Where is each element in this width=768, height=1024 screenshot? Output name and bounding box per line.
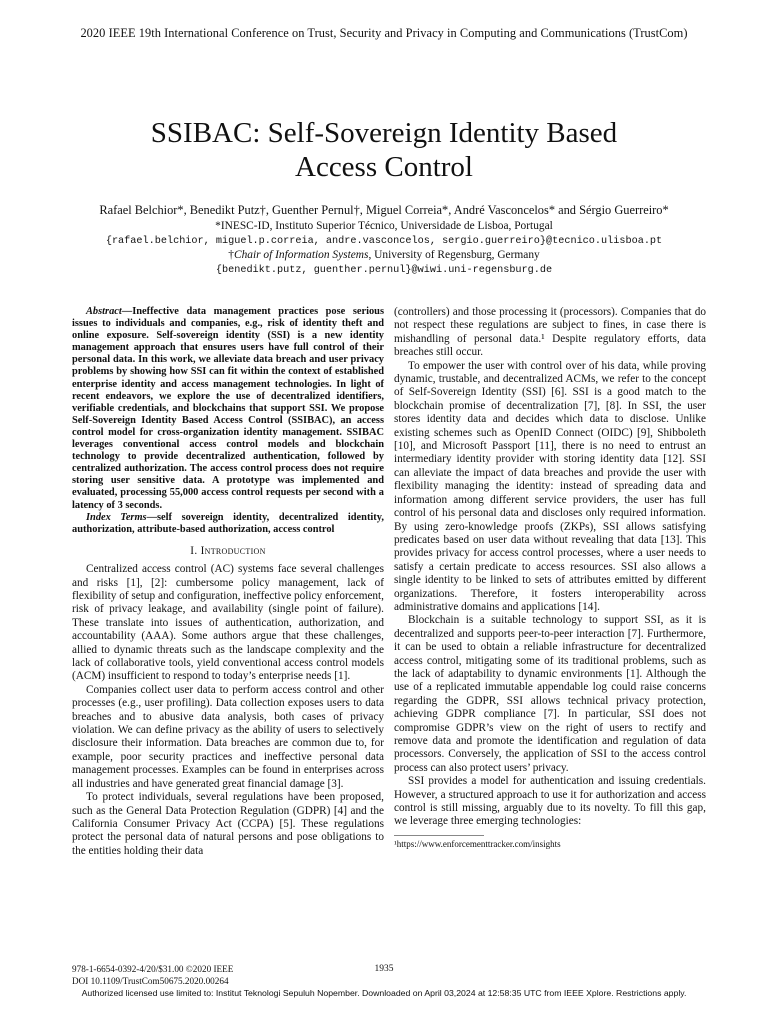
email-regensburg[interactable]: {benedikt.putz, guenther.pernul}@wiwi.uni-regensburg.de	[215, 265, 553, 276]
right-column	[394, 306, 706, 850]
license-notice: Authorized licensed use limited to: Institut Teknologi Sepuluh Nopember. Downloaded on April 03,2024 at 12:58:35 UTC from IEEE Xplore. Restrictions apply.	[81, 988, 687, 998]
affiliation-university: , University of Regensburg, Germany	[368, 249, 540, 261]
left-paragraph-3: To protect individuals, several regulations have been proposed, such as the General Data Protection Regulation (GDPR) [4] and the California Consumer Privacy Act (CCPA) [5]. These regulations protect the personal data of natural persons and pose obligations to the entities holding their data	[72, 791, 384, 857]
left-paragraph-2: Companies collect user data to perform access control and other processes (e.g., user profiling). Data collection exposes users to data breaches and to abusive data analysis, both cases of privacy violation. We can define privacy as the ability of users to selectively disclosure their information. Data breaches are common due to, for example, poor security practices and ineffective personal data management processes. Examples can be found in enterprises across all industries and have generated great financial damage [3].	[72, 683, 384, 790]
title-line-1: SSIBAC: Self-Sovereign Identity Based	[150, 117, 618, 149]
footer-isbn: 978-1-6654-0392-4/20/$31.00 ©2020 IEEE	[72, 964, 234, 974]
index-terms-text: —self sovereign identity, decentralized identity, authorization, attribute-based authorization, access control	[72, 511, 384, 535]
left-paragraph-1: Centralized access control (AC) systems face several challenges and risks [1], [2]: cumbersome policy management, lack of flexibility of setup and configuration, ineffective policy enforcement, risk of privacy leakage, and availability (single point of failure). These translate into issues of authentication, authorization, and accountability (AAA). Some authors argue that these challenges, allied to dynamic threats such as the landscape complexity and the lack of collaborative tools, yield conventional access control models (ACM) insufficient to respond to today’s enterprise needs [1].	[72, 563, 384, 683]
email-inesc[interactable]: {rafael.belchior, miguel.p.correia, andre.vasconcelos, sergio.guerreiro}@tecnico.ulisboa.pt	[105, 236, 663, 247]
abstract-text: —Ineffective data management practices pose serious issues to individuals and companies, e.g., risk of identity theft and online exposure. Self-sovereign identity (SSI) is a new identity management approach that ensures users have full control of their personal data. In this work, we alleviate data breach and user privacy problems by showing how SSI can fit within the context of established enterprise identity and access management technologies. In light of recent endeavors, we explore the use of decentralized identifiers, verifiable credentials, and blockchains that support SSI. We propose Self-Sovereign Identity Based Access Control (SSIBAC), an access control model for cross-organization identity management. SSIBAC leverages conventional access control models and blockchain technology to provide decentralized authentication, followed by centralized authorization. The access control process does not require storing user sensitive data. A prototype was implemented and evaluated, processing 55,000 access control requests per second with a latency of 3 seconds.	[72, 306, 384, 511]
right-paragraph-2: To empower the user with control over of his data, while proving dynamic, trustable, and decentralized ACMs, we refer to the concept of Self-Sovereign Identity (SSI) [6]. SSI is a good match to the blockchain promise of decentralization [7], [8]. In SSI, the user stores identity data and decides which data to disclose. Unlike existing schemes such as OpenID Connect (OIDC) [9], Shibboleth [10], and Microsoft Passport [11], there is no need to entrust an intermediary identity provider with storing identity data [12]. SSI can alleviate the impact of data breaches and provide the user with flexibility managing the identity: instead of spreading data and information among different service providers, the user has full control of his personal data and discloses only required information. By using zero-knowledge proofs (ZKPs), SSI allows satisfying predicates based on user data without revealing that data [13]. This provides privacy for access control processes, where a user needs to satisfy a certain predicate to access resources. SSI also allows a single identity to be linked to sets of attributes emitted by different organizations. Therefore, it fosters interoperability across administrative domains and applications [14].	[394, 359, 706, 613]
footer-doi[interactable]: DOI 10.1109/TrustCom50675.2020.00264	[72, 976, 229, 986]
page-number: 1935	[374, 964, 394, 974]
right-paragraph-1: (controllers) and those processing it (processors). Companies that do not respect these regulations are subject to fines, in case there is mishandling of personal data.¹ Despite regulatory efforts, data breaches still occur.	[394, 306, 706, 359]
index-terms-lead: Index Terms	[86, 511, 147, 523]
index-terms	[72, 512, 384, 536]
affiliation-chair: Chair of Information Systems	[233, 249, 369, 261]
section-heading-introduction: I. Introduction	[190, 544, 266, 557]
author-list: Rafael Belchior*, Benedikt Putz†, Guenther Pernul†, Miguel Correia*, André Vasconcelos* and Sérgio Guerreiro*	[99, 203, 669, 217]
abstract	[72, 306, 384, 512]
footnote-1[interactable]: ¹https://www.enforcementtracker.com/insights	[394, 838, 561, 849]
right-paragraph-4: SSI provides a model for authentication and issuing credentials. However, a structured approach to use it for authorization and access control is still missing, arguably due to its novelty. To fill this gap, we leverage three emerging technologies:	[394, 775, 706, 828]
paper-title	[0, 116, 768, 184]
right-paragraph-3: Blockchain is a suitable technology to support SSI, as it is decentralized and supports peer-to-peer interaction [7]. Furthermore, it can be used to obtain a reliable infrastructure for decentralized access control, mitigating some of its traditional problems, such as the lack of adaptability to dynamic environments [1]. Although the use of a replicated immutable appendable log could raise concerns regarding the GDPR, SSI allows technical privacy protection, achieving GDPR compliance [7]. In particular, SSI does not compromise GDPR’s view on the right of users to rectify and remove data and promote the identification and regulation of data processors. Conversely, the application of SSI to the access control process can also protect users’ privacy.	[394, 614, 706, 774]
footnote-divider	[394, 835, 484, 836]
conference-header: 2020 IEEE 19th International Conference on Trust, Security and Privacy in Computing and Communications (TrustCom)	[80, 26, 688, 40]
abstract-lead: Abstract	[86, 306, 122, 317]
title-line-2: Access Control	[295, 151, 473, 183]
left-column	[72, 306, 384, 858]
affiliation-regensburg	[0, 248, 768, 263]
affiliation-mark: †	[228, 249, 234, 261]
affiliation-inesc: *INESC-ID, Instituto Superior Técnico, Universidade de Lisboa, Portugal	[215, 220, 553, 232]
